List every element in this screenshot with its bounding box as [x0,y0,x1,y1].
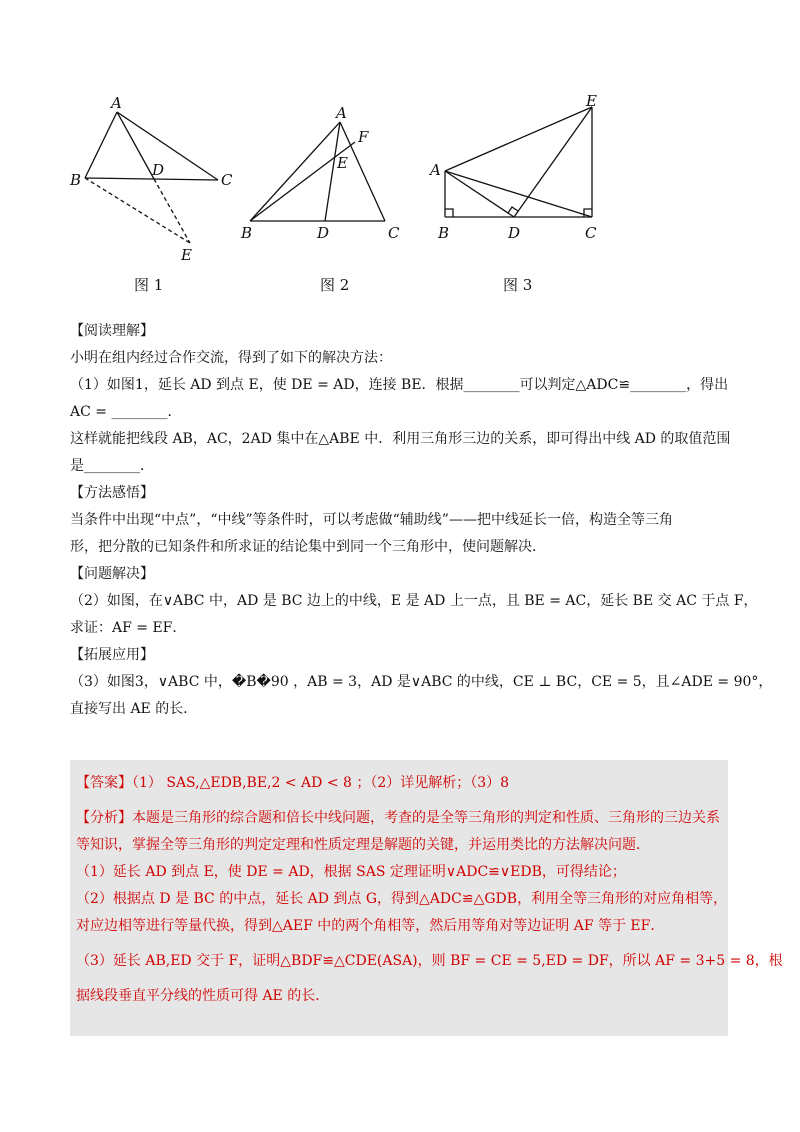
analysis-line-5: 对应边相等进行等量代换，得到△AEF 中的两个角相等，然后用等角对等边证明 AF 等于 EF． [76,918,665,934]
analysis-line-4: （2）根据点 D 是 BC 的中点，延长 AD 到点 G，得到△ADC≌△GDB，利用全等三角形的对应角相等， [76,891,728,907]
problem-text [70,318,773,723]
problem-heading: 【问题解决】 [70,566,154,582]
question-1-line-3: 这样就能把线段 AB，AC，2AD 集中在△ABE 中．利用三角形三边的关系，即可得出中线 AD 的取值范围 [70,431,731,447]
fig3-right-angle-D [508,207,518,213]
method-line-2: 形，把分散的已知条件和所求证的结论集中到同一个三角形中，使问题解决． [70,539,546,555]
fig2-label-B: B [241,224,253,242]
question-3-line-2: 直接写出 AE 的长． [70,701,198,717]
fig1-segment-BE-dashed [85,178,190,243]
fig2-segment-AB [250,122,340,221]
fig2-label-F: F [358,128,369,146]
fig1-caption: 图 1 [134,276,164,294]
question-1-line-4: 是________． [70,458,154,474]
fig1-label-D: D [152,161,165,179]
fig1-label-E: E [181,246,192,264]
question-2-line-1: （2）如图，在∨ABC 中，AD 是 BC 边上的中线，E 是 AD 上一点，且 BE = AC，延长 BE 交 AC 于点 F， [70,593,758,609]
geometry-figures [0,0,800,300]
fig3-label-D: D [508,224,521,242]
reading-intro: 小明在组内经过合作交流，得到了如下的解决方法： [70,350,392,366]
fig2-label-C: C [388,224,400,242]
fig3-caption: 图 3 [503,276,533,294]
reading-heading: 【阅读理解】 [70,323,154,339]
analysis-line-3: （1）延长 AD 到点 E，使 DE = AD，根据 SAS 定理证明∨ADC≌∨EDB，可得结论； [76,864,626,880]
figures-area [0,0,800,300]
answer-box [70,760,783,1036]
extend-heading: 【拓展应用】 [70,647,154,663]
fig3-label-B: B [438,224,450,242]
analysis-line-6: （3）延长 AB,ED 交于 F，证明△BDF≌△CDE(ASA)，则 BF = CE = 5,ED = DF，所以 AF = 3+5 = 8，根 [76,953,783,969]
fig2-label-E: E [337,154,348,172]
analysis-line-7: 据线段垂直平分线的性质可得 AE 的长． [76,988,330,1004]
method-line-1: 当条件中出现“中点”，“中线”等条件时，可以考虑做“辅助线”——把中线延长一倍，构造全等三角 [70,512,673,528]
fig1-segment-AC [117,112,218,180]
fig1-segment-AD [117,112,154,179]
fig3-label-C: C [585,224,597,242]
fig1-segment-AB [85,112,117,178]
answer-line: 【答案】（1） SAS,△EDB,BE,2 < AD < 8 ；（2）详见解析；（3）8 [76,775,510,791]
analysis-line-2: 等知识，掌握全等三角形的判定定理和性质定理是解题的关键，并运用类比的方法解决问题． [76,837,650,853]
fig3-right-angle-B [445,209,453,217]
fig1-label-B: B [70,171,82,189]
question-1-line-1: （1）如图1，延长 AD 到点 E，使 DE = AD，连接 BE．根据________可以判定△ADC≌________，得出 [70,377,729,393]
fig1-label-C: C [221,171,233,189]
fig3-label-E: E [586,92,597,110]
fig1-label-A: A [111,94,122,112]
question-2-line-2: 求证：AF = EF． [70,620,187,636]
fig1-segment-DE-dashed [154,179,190,243]
fig3-segment-AD [445,171,514,217]
method-heading: 【方法感悟】 [70,485,154,501]
fig2-label-D: D [317,224,330,242]
figure-3 [445,107,592,217]
fig2-caption: 图 2 [320,276,350,294]
fig3-label-A: A [430,161,441,179]
question-3-line-1: （3）如图3，∨ABC 中，�B�90 ，AB = 3，AD 是∨ABC 的中线，CE ⊥ BC，CE = 5，且∠ADE = 90°， [70,674,773,690]
fig2-label-A: A [336,104,347,122]
question-1-line-2: AC = ________． [70,404,182,420]
analysis-line-1: 【分析】本题是三角形的综合题和倍长中线问题，考查的是全等三角形的判定和性质、三角形的三边关系 [76,810,720,826]
